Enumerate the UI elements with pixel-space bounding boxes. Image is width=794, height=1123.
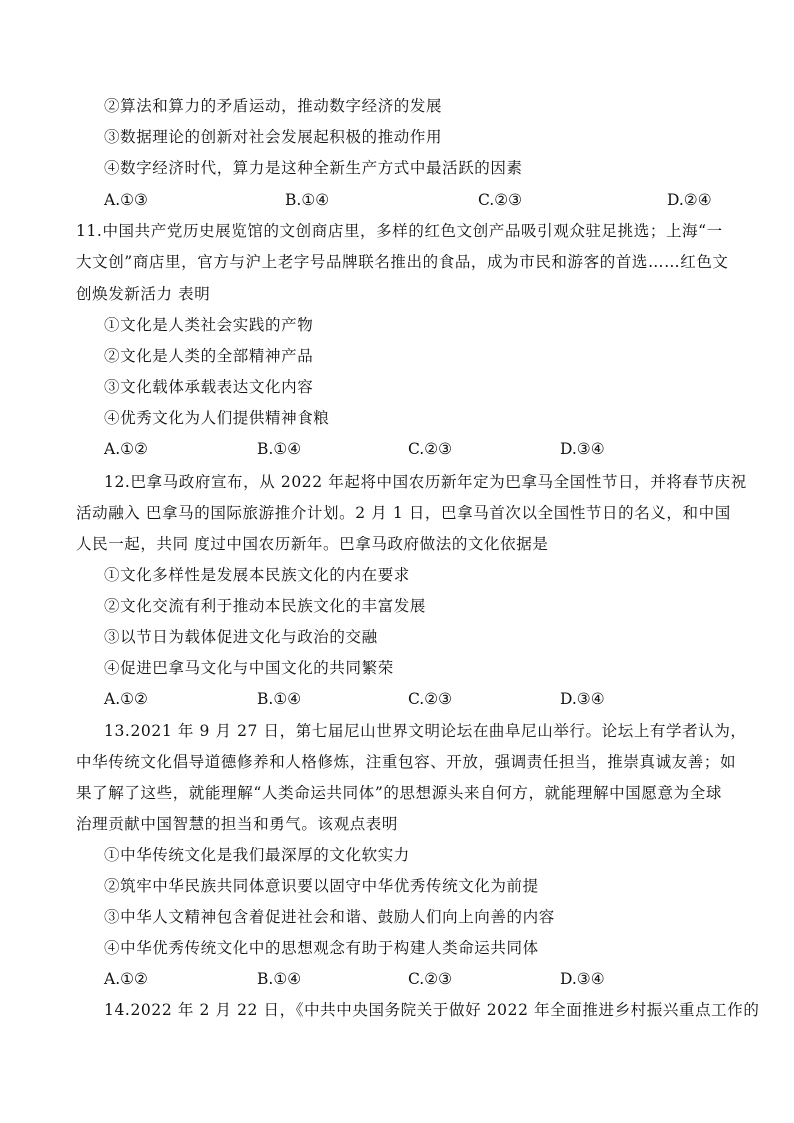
q12-option-1: ①文化多样性是发展本民族文化的内在要求 bbox=[104, 566, 410, 584]
q11-stem-line-1: 11.中国共产党历史展览馆的文创商店里，多样的红色文创产品吸引观众驻足挑选；上海“一 bbox=[76, 222, 723, 240]
q12-option-2: ②文化交流有利于推动本民族文化的丰富发展 bbox=[104, 597, 427, 615]
q13-stem-line-2: 中华传统文化倡导道德修养和人格修炼，注重包容、开放，强调责任担当，推崇真诚友善；如 bbox=[76, 753, 737, 771]
q12-stem-line-3: 人民一起，共同 度过中国农历新年。巴拿马政府做法的文化依据是 bbox=[76, 535, 549, 553]
q13-stem-line-4: 治理贡献中国智慧的担当和勇气。该观点表明 bbox=[76, 815, 399, 833]
q13-option-3: ③中华人文精神包含着促进社会和谐、鼓励人们向上向善的内容 bbox=[104, 908, 555, 926]
q10-answer-a: A.①③ bbox=[104, 191, 148, 209]
q13-option-4: ④中华优秀传统文化中的思想观念有助于构建人类命运共同体 bbox=[104, 939, 539, 957]
q12-answer-b: B.①④ bbox=[257, 690, 302, 708]
q13-answer-a: A.①② bbox=[104, 970, 148, 988]
q11-answer-c: C.②③ bbox=[408, 440, 453, 458]
q10-answer-d: D.②④ bbox=[667, 191, 712, 209]
q11-answer-d: D.③④ bbox=[560, 440, 605, 458]
q10-option-3: ③数据理论的创新对社会发展起积极的推动作用 bbox=[104, 128, 443, 146]
q12-answer-d: D.③④ bbox=[560, 690, 605, 708]
q10-answer-c: C.②③ bbox=[478, 191, 523, 209]
q13-option-1: ①中华传统文化是我们最深厚的文化软实力 bbox=[104, 846, 410, 864]
q11-answer-a: A.①② bbox=[104, 440, 148, 458]
q12-answer-c: C.②③ bbox=[408, 690, 453, 708]
q13-stem-line-3: 果了解了这些，就能理解“人类命运共同体”的思想源头来自何方，就能理解中国愿意为全球 bbox=[76, 784, 722, 802]
q13-answer-b: B.①④ bbox=[257, 970, 302, 988]
q13-option-2: ②筑牢中华民族共同体意识要以固守中华优秀传统文化为前提 bbox=[104, 877, 539, 895]
q11-option-1: ①文化是人类社会实践的产物 bbox=[104, 316, 314, 334]
q13-answer-d: D.③④ bbox=[560, 970, 605, 988]
q14-stem-line-1: 14.2022 年 2 月 22 日，《中共中央国务院关于做好 2022 年全面推进乡村振兴重点工作的 bbox=[104, 1001, 760, 1019]
q11-answer-b: B.①④ bbox=[257, 440, 302, 458]
q11-stem-line-3: 创焕发新活力 表明 bbox=[76, 285, 211, 303]
q12-option-3: ③以节日为载体促进文化与政治的交融 bbox=[104, 628, 378, 646]
q12-stem-line-2: 活动融入 巴拿马的国际旅游推介计划。2 月 1 日，巴拿马首次以全国性节日的名义，和中国 bbox=[76, 504, 731, 522]
q12-option-4: ④促进巴拿马文化与中国文化的共同繁荣 bbox=[104, 659, 394, 677]
q11-option-3: ③文化载体承载表达文化内容 bbox=[104, 378, 314, 396]
q10-answer-b: B.①④ bbox=[285, 191, 330, 209]
q11-option-4: ④优秀文化为人们提供精神食粮 bbox=[104, 409, 330, 427]
q11-stem-line-2: 大文创”商店里，官方与沪上老字号品牌联名推出的食品，成为市民和游客的首选……红色文 bbox=[76, 253, 729, 271]
q10-option-4: ④数字经济时代，算力是这种全新生产方式中最活跃的因素 bbox=[104, 159, 523, 177]
q12-stem-line-1: 12.巴拿马政府宣布，从 2022 年起将中国农历新年定为巴拿马全国性节日，并将春节庆祝 bbox=[104, 473, 747, 491]
q10-option-2: ②算法和算力的矛盾运动，推动数字经济的发展 bbox=[104, 97, 443, 115]
q12-answer-a: A.①② bbox=[104, 690, 148, 708]
q13-answer-c: C.②③ bbox=[408, 970, 453, 988]
q13-stem-line-1: 13.2021 年 9 月 27 日，第七届尼山世界文明论坛在曲阜尼山举行。论坛上有学者认为， bbox=[104, 722, 747, 740]
q11-option-2: ②文化是人类的全部精神产品 bbox=[104, 347, 314, 365]
